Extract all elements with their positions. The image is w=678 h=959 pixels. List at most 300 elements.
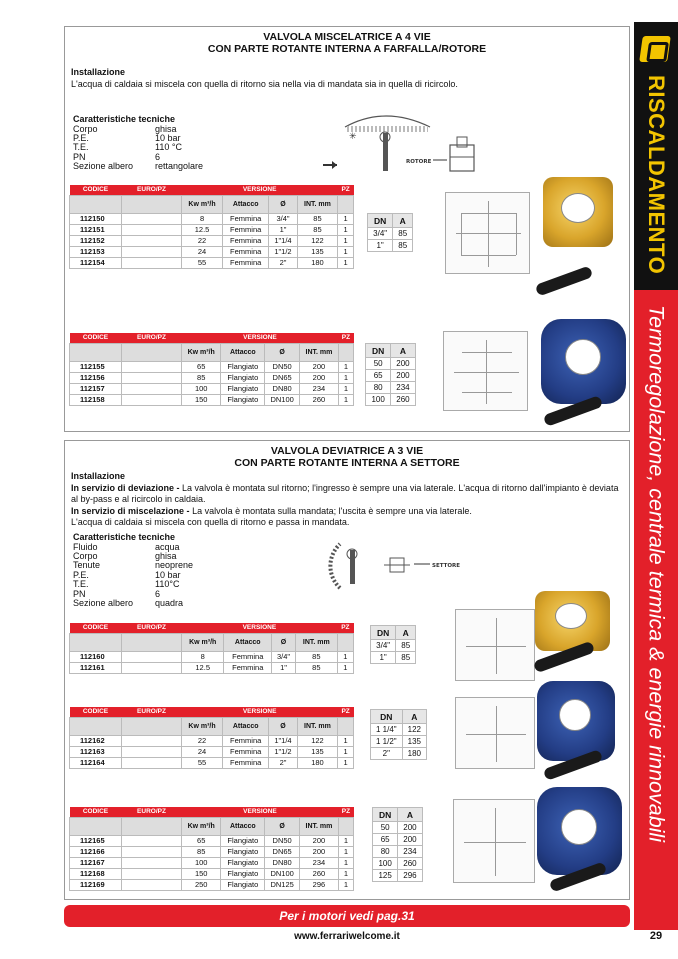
dn-row	[371, 724, 427, 736]
dn-row	[373, 858, 423, 870]
int-cell: 85	[295, 662, 337, 673]
kw-cell: 22	[182, 235, 223, 246]
spec-key: Sezione albero	[73, 597, 134, 608]
pz-cell: 1	[338, 879, 353, 890]
col-codice: CODICE	[70, 623, 122, 633]
dn-row	[368, 228, 413, 240]
table-row[interactable]	[70, 246, 354, 257]
table-row[interactable]	[70, 235, 354, 246]
spec-key: Corpo	[73, 123, 98, 134]
section2-title-line1: VALVOLA DEVIATRICE A 3 VIE	[270, 445, 424, 457]
dn-cell: 50	[366, 358, 391, 370]
price-cell	[122, 213, 182, 224]
dn-row	[368, 240, 413, 252]
section2-title	[65, 445, 629, 469]
spec-key: T.E.	[73, 579, 89, 590]
pz-cell: 1	[338, 846, 353, 857]
int-cell: 200	[299, 846, 338, 857]
price-cell	[122, 372, 182, 383]
kw-cell: 100	[182, 383, 221, 394]
attacco-cell: Femmina	[223, 224, 269, 235]
spec-key: P.E.	[73, 132, 89, 143]
pz-cell: 1	[338, 213, 354, 224]
col-versione: VERSIONE	[182, 185, 338, 195]
table-row[interactable]	[70, 846, 354, 857]
int-cell: 200	[299, 372, 338, 383]
dn-cell: 80	[373, 846, 398, 858]
product-code: 112165	[70, 835, 122, 846]
dn-row	[366, 358, 416, 370]
attacco-cell: Femmina	[223, 257, 269, 268]
price-cell	[122, 662, 182, 673]
kw-cell: 85	[182, 372, 221, 383]
diam-cell: 1"1/4	[269, 735, 297, 746]
spec-key: PN	[73, 588, 86, 599]
col-diam: Ø	[269, 717, 297, 735]
diam-cell: DN65	[265, 372, 300, 383]
table-row[interactable]	[70, 879, 354, 890]
product-code: 112163	[70, 746, 122, 757]
price-cell	[122, 224, 182, 235]
diam-cell: 1"	[272, 662, 296, 673]
diam-cell: 3/4"	[269, 213, 297, 224]
kw-cell: 150	[182, 394, 221, 405]
spec-row	[73, 125, 203, 134]
a-cell: 234	[391, 382, 415, 394]
col-kw: Kw m³/h	[182, 717, 223, 735]
spec-key: Corpo	[73, 550, 98, 561]
col-int: INT. mm	[297, 195, 338, 213]
diam-cell: 2"	[269, 257, 297, 268]
table-header-row	[70, 807, 354, 817]
price-cell	[122, 383, 182, 394]
dn-cell: 3/4"	[371, 640, 396, 652]
diam-cell: DN100	[265, 868, 300, 879]
int-cell: 200	[299, 361, 338, 372]
attacco-cell: Femmina	[223, 757, 269, 768]
col-versione: VERSIONE	[182, 707, 338, 717]
spec-value: 10 bar	[155, 569, 181, 580]
kw-cell: 12.5	[182, 224, 223, 235]
a-cell: 260	[391, 394, 415, 406]
product-table-1	[69, 185, 354, 269]
table-row[interactable]	[70, 746, 354, 757]
mixing-text: La valvola è montata sulla mandata; l'uscita è sempre una via laterale.	[192, 505, 472, 516]
a-cell: 122	[402, 724, 426, 736]
col-versione: VERSIONE	[182, 807, 339, 817]
a-cell: 200	[391, 370, 415, 382]
col-a: A	[393, 214, 413, 228]
dn-header-row	[373, 808, 423, 822]
col-codice: CODICE	[70, 333, 122, 343]
price-cell	[122, 235, 182, 246]
rotor-label: ROTORE	[406, 159, 432, 165]
table-row[interactable]	[70, 394, 354, 405]
col-euro: EURO/PZ	[122, 807, 182, 817]
table-subheader-row	[70, 817, 354, 835]
spec-value: 110°C	[155, 579, 180, 590]
dn-cell: 3/4"	[368, 228, 393, 240]
table-row[interactable]	[70, 372, 354, 383]
col-kw: Kw m³/h	[182, 633, 224, 651]
pz-cell: 1	[337, 662, 353, 673]
int-cell: 260	[299, 868, 338, 879]
col-attacco: Attacco	[221, 343, 265, 361]
price-cell	[122, 246, 182, 257]
int-cell: 85	[295, 651, 337, 662]
dn-cell: 100	[366, 394, 391, 406]
table-subheader-row	[70, 633, 354, 651]
pz-cell: 1	[338, 246, 354, 257]
table-header-row	[70, 707, 354, 717]
kw-cell: 55	[182, 257, 223, 268]
page-number: 29	[649, 930, 663, 942]
install-heading-2: Installazione	[71, 471, 126, 481]
dn-cell: 1"	[368, 240, 393, 252]
product-table-2	[69, 333, 354, 406]
section1-title-line2: CON PARTE ROTANTE INTERNA A FARFALLA/ROTORE	[207, 43, 487, 55]
price-cell	[122, 835, 182, 846]
dn-table-4	[370, 709, 427, 760]
price-cell	[122, 361, 182, 372]
spec-row	[73, 599, 193, 608]
col-codice: CODICE	[70, 185, 122, 195]
col-pz: PZ	[338, 333, 353, 343]
a-cell: 200	[398, 834, 422, 846]
product-code: 112153	[70, 246, 122, 257]
a-cell: 180	[402, 748, 426, 760]
int-cell: 180	[297, 757, 338, 768]
col-kw: Kw m³/h	[182, 343, 221, 361]
price-cell	[122, 857, 182, 868]
diam-cell: 1"1/2	[269, 746, 297, 757]
attacco-cell: Femmina	[223, 735, 269, 746]
col-dn: DN	[371, 710, 403, 724]
col-pz: PZ	[337, 623, 353, 633]
valve-drawing-1	[445, 192, 530, 274]
table-subheader-row	[70, 717, 354, 735]
specs-heading: Caratteristiche tecniche	[73, 114, 176, 124]
diam-cell: DN50	[265, 835, 300, 846]
col-kw: Kw m³/h	[182, 195, 223, 213]
product-code: 112154	[70, 257, 122, 268]
dn-row	[371, 640, 416, 652]
col-a: A	[391, 344, 415, 358]
product-code: 112169	[70, 879, 122, 890]
table-row[interactable]	[70, 757, 354, 768]
col-int: INT. mm	[295, 633, 337, 651]
product-table-5	[69, 807, 354, 891]
pz-cell: 1	[338, 835, 353, 846]
dn-table-5	[372, 807, 423, 882]
brass-valve-image-1	[543, 177, 613, 247]
attacco-cell: Femmina	[223, 746, 269, 757]
table-row[interactable]	[70, 224, 354, 235]
product-code: 112152	[70, 235, 122, 246]
table-row[interactable]	[70, 361, 354, 372]
flanged-valve-image-1	[541, 319, 626, 404]
attacco-cell: Femmina	[223, 246, 269, 257]
valve-drawing-4	[455, 697, 535, 769]
table-row[interactable]	[70, 735, 354, 746]
kw-cell: 8	[182, 213, 223, 224]
col-diam: Ø	[272, 633, 296, 651]
attacco-cell: Flangiato	[221, 383, 265, 394]
int-cell: 122	[297, 735, 338, 746]
diam-cell: 1"1/2	[269, 246, 297, 257]
attacco-cell: Femmina	[224, 651, 272, 662]
int-cell: 296	[299, 879, 338, 890]
kw-cell: 100	[182, 857, 221, 868]
dn-row	[371, 652, 416, 664]
int-cell: 200	[299, 835, 338, 846]
col-euro: EURO/PZ	[122, 623, 182, 633]
pz-cell: 1	[338, 257, 354, 268]
col-versione: VERSIONE	[182, 333, 339, 343]
spec-key: T.E.	[73, 142, 89, 153]
col-dn: DN	[371, 626, 396, 640]
col-int: INT. mm	[299, 343, 338, 361]
product-code: 112167	[70, 857, 122, 868]
dn-table-2	[365, 343, 416, 406]
diam-cell: DN125	[265, 879, 300, 890]
int-cell: 234	[299, 383, 338, 394]
kw-cell: 85	[182, 846, 221, 857]
deviation-heading: In servizio di deviazione -	[71, 482, 180, 493]
diam-cell: 3/4"	[272, 651, 296, 662]
product-code: 112162	[70, 735, 122, 746]
a-cell: 135	[402, 736, 426, 748]
kw-cell: 65	[182, 361, 221, 372]
dn-row	[373, 822, 423, 834]
table-row[interactable]	[70, 257, 354, 268]
a-cell: 200	[391, 358, 415, 370]
attacco-cell: Flangiato	[221, 835, 265, 846]
price-cell	[122, 257, 182, 268]
a-cell: 234	[398, 846, 422, 858]
product-code: 112168	[70, 868, 122, 879]
spec-value: 110 °C	[155, 142, 182, 153]
col-dn: DN	[366, 344, 391, 358]
table-row[interactable]	[70, 213, 354, 224]
diam-cell: DN80	[265, 383, 300, 394]
sidebar-subtitle	[634, 305, 678, 920]
section2-specs	[73, 533, 193, 608]
spec-value: neoprene	[155, 560, 194, 571]
pz-cell: 1	[338, 361, 353, 372]
col-dn: DN	[373, 808, 398, 822]
col-diam: Ø	[269, 195, 297, 213]
col-euro: EURO/PZ	[122, 185, 182, 195]
dn-row	[373, 846, 423, 858]
price-cell	[122, 746, 182, 757]
brass-valve-image-2	[535, 591, 610, 651]
spec-value: 10 bar	[155, 132, 181, 143]
a-cell: 85	[396, 640, 416, 652]
attacco-cell: Femmina	[223, 213, 269, 224]
col-attacco: Attacco	[223, 717, 269, 735]
pz-cell: 1	[338, 394, 353, 405]
table-row[interactable]	[70, 651, 354, 662]
col-a: A	[402, 710, 426, 724]
website-link[interactable]: www.ferrariwelcome.it	[294, 931, 400, 942]
table-subheader-row	[70, 343, 354, 361]
spec-key: Sezione albero	[73, 161, 134, 172]
price-cell	[122, 757, 182, 768]
col-a: A	[398, 808, 422, 822]
col-euro: EURO/PZ	[122, 707, 182, 717]
col-diam: Ø	[265, 343, 300, 361]
col-kw: Kw m³/h	[182, 817, 221, 835]
dn-table-1	[367, 213, 413, 252]
spec-key: P.E.	[73, 569, 89, 580]
price-cell	[122, 879, 182, 890]
attacco-cell: Flangiato	[221, 857, 265, 868]
kw-cell: 12.5	[182, 662, 224, 673]
a-cell: 85	[396, 652, 416, 664]
kw-cell: 250	[182, 879, 221, 890]
col-pz: PZ	[338, 185, 354, 195]
product-table-4	[69, 707, 354, 769]
section1-title-line1: VALVOLA MISCELATRICE A 4 VIE	[263, 31, 431, 43]
kw-cell: 24	[182, 746, 223, 757]
spec-key: Tenute	[73, 560, 101, 571]
pz-cell: 1	[337, 651, 353, 662]
kw-cell: 150	[182, 868, 221, 879]
product-table-3	[69, 623, 354, 674]
spec-value: 6	[155, 588, 161, 599]
diam-cell: DN50	[265, 361, 300, 372]
int-cell: 260	[299, 394, 338, 405]
install-text: L'acqua di caldaia si miscela con quella di ritorno sia nella via di mandata sia in quella di ricircolo.	[71, 78, 458, 89]
specs-table-2	[73, 543, 193, 609]
col-attacco: Attacco	[221, 817, 265, 835]
table-row[interactable]	[70, 662, 354, 673]
table-row[interactable]	[70, 835, 354, 846]
kw-cell: 22	[182, 735, 223, 746]
attacco-cell: Flangiato	[221, 361, 265, 372]
dn-cell: 65	[366, 370, 391, 382]
spec-row	[73, 143, 203, 152]
col-dn: DN	[368, 214, 393, 228]
int-cell: 85	[297, 213, 338, 224]
col-euro: EURO/PZ	[122, 333, 182, 343]
mixing-heading: In servizio di miscelazione -	[71, 505, 190, 516]
col-codice: CODICE	[70, 707, 122, 717]
dn-header-row	[371, 710, 427, 724]
price-cell	[122, 868, 182, 879]
price-cell	[122, 735, 182, 746]
dn-header-row	[368, 214, 413, 228]
col-codice: CODICE	[70, 807, 122, 817]
sidebar-title	[634, 70, 678, 280]
dn-cell: 50	[373, 822, 398, 834]
spec-row	[73, 580, 193, 589]
table-header-row	[70, 185, 354, 195]
kw-cell: 65	[182, 835, 221, 846]
specs-heading-2: Caratteristiche tecniche	[73, 532, 176, 542]
category-subtitle: Termoregolazione, centrale termica & energie rinnovabili	[644, 305, 669, 842]
table-row[interactable]	[70, 383, 354, 394]
price-cell	[122, 846, 182, 857]
col-pz: PZ	[338, 807, 353, 817]
specs-table	[73, 125, 203, 172]
diam-cell: DN80	[265, 857, 300, 868]
table-row[interactable]	[70, 868, 354, 879]
a-cell: 85	[393, 228, 413, 240]
col-diam: Ø	[265, 817, 300, 835]
pz-cell: 1	[338, 383, 353, 394]
motors-note-banner[interactable]: Per i motori vedi pag.31	[64, 905, 630, 927]
sector-label: SETTORE	[432, 563, 461, 569]
diam-cell: 1"	[269, 224, 297, 235]
valve-drawing-3	[455, 609, 535, 681]
table-header-row	[70, 333, 354, 343]
product-code: 112166	[70, 846, 122, 857]
spec-value: acqua	[155, 541, 180, 552]
attacco-cell: Femmina	[223, 235, 269, 246]
kw-cell: 24	[182, 246, 223, 257]
pz-cell: 1	[338, 746, 354, 757]
diam-cell: DN65	[265, 846, 300, 857]
attacco-cell: Flangiato	[221, 868, 265, 879]
int-cell: 122	[297, 235, 338, 246]
section-diverting-valve	[64, 440, 630, 900]
section1-install	[71, 67, 625, 90]
dn-row	[371, 736, 427, 748]
spec-key: PN	[73, 151, 86, 162]
category-title: RISCALDAMENTO	[644, 75, 669, 275]
product-code: 112151	[70, 224, 122, 235]
pz-cell: 1	[338, 224, 354, 235]
spec-value: 6	[155, 151, 161, 162]
valve-drawing-5	[453, 799, 535, 883]
col-int: INT. mm	[299, 817, 338, 835]
sector-diagram	[320, 536, 490, 596]
diam-cell: DN100	[265, 394, 300, 405]
dn-row	[366, 382, 416, 394]
section2-install	[71, 471, 625, 529]
valve-handle-image-1	[535, 265, 594, 296]
int-cell: 180	[297, 257, 338, 268]
dn-row	[373, 870, 423, 882]
col-a: A	[396, 626, 416, 640]
a-cell: 296	[398, 870, 422, 882]
diam-cell: 1"1/4	[269, 235, 297, 246]
col-int: INT. mm	[297, 717, 338, 735]
product-code: 112158	[70, 394, 122, 405]
table-row[interactable]	[70, 857, 354, 868]
int-cell: 135	[297, 246, 338, 257]
spec-value: quadra	[155, 597, 184, 608]
rotor-diagram	[315, 107, 515, 177]
spec-row	[73, 162, 203, 171]
int-cell: 85	[297, 224, 338, 235]
flanged-valve-image-2	[537, 681, 615, 761]
dn-row	[371, 748, 427, 760]
dn-header-row	[366, 344, 416, 358]
pz-cell: 1	[338, 757, 354, 768]
attacco-cell: Flangiato	[221, 879, 265, 890]
flanged-valve-image-3	[537, 787, 622, 875]
svg-text:✳: ✳	[349, 132, 357, 142]
dn-cell: 2"	[371, 748, 403, 760]
col-pz: PZ	[338, 707, 354, 717]
spec-row	[73, 134, 203, 143]
a-cell: 85	[393, 240, 413, 252]
spec-value: rettangolare	[155, 161, 204, 172]
attacco-cell: Flangiato	[221, 846, 265, 857]
